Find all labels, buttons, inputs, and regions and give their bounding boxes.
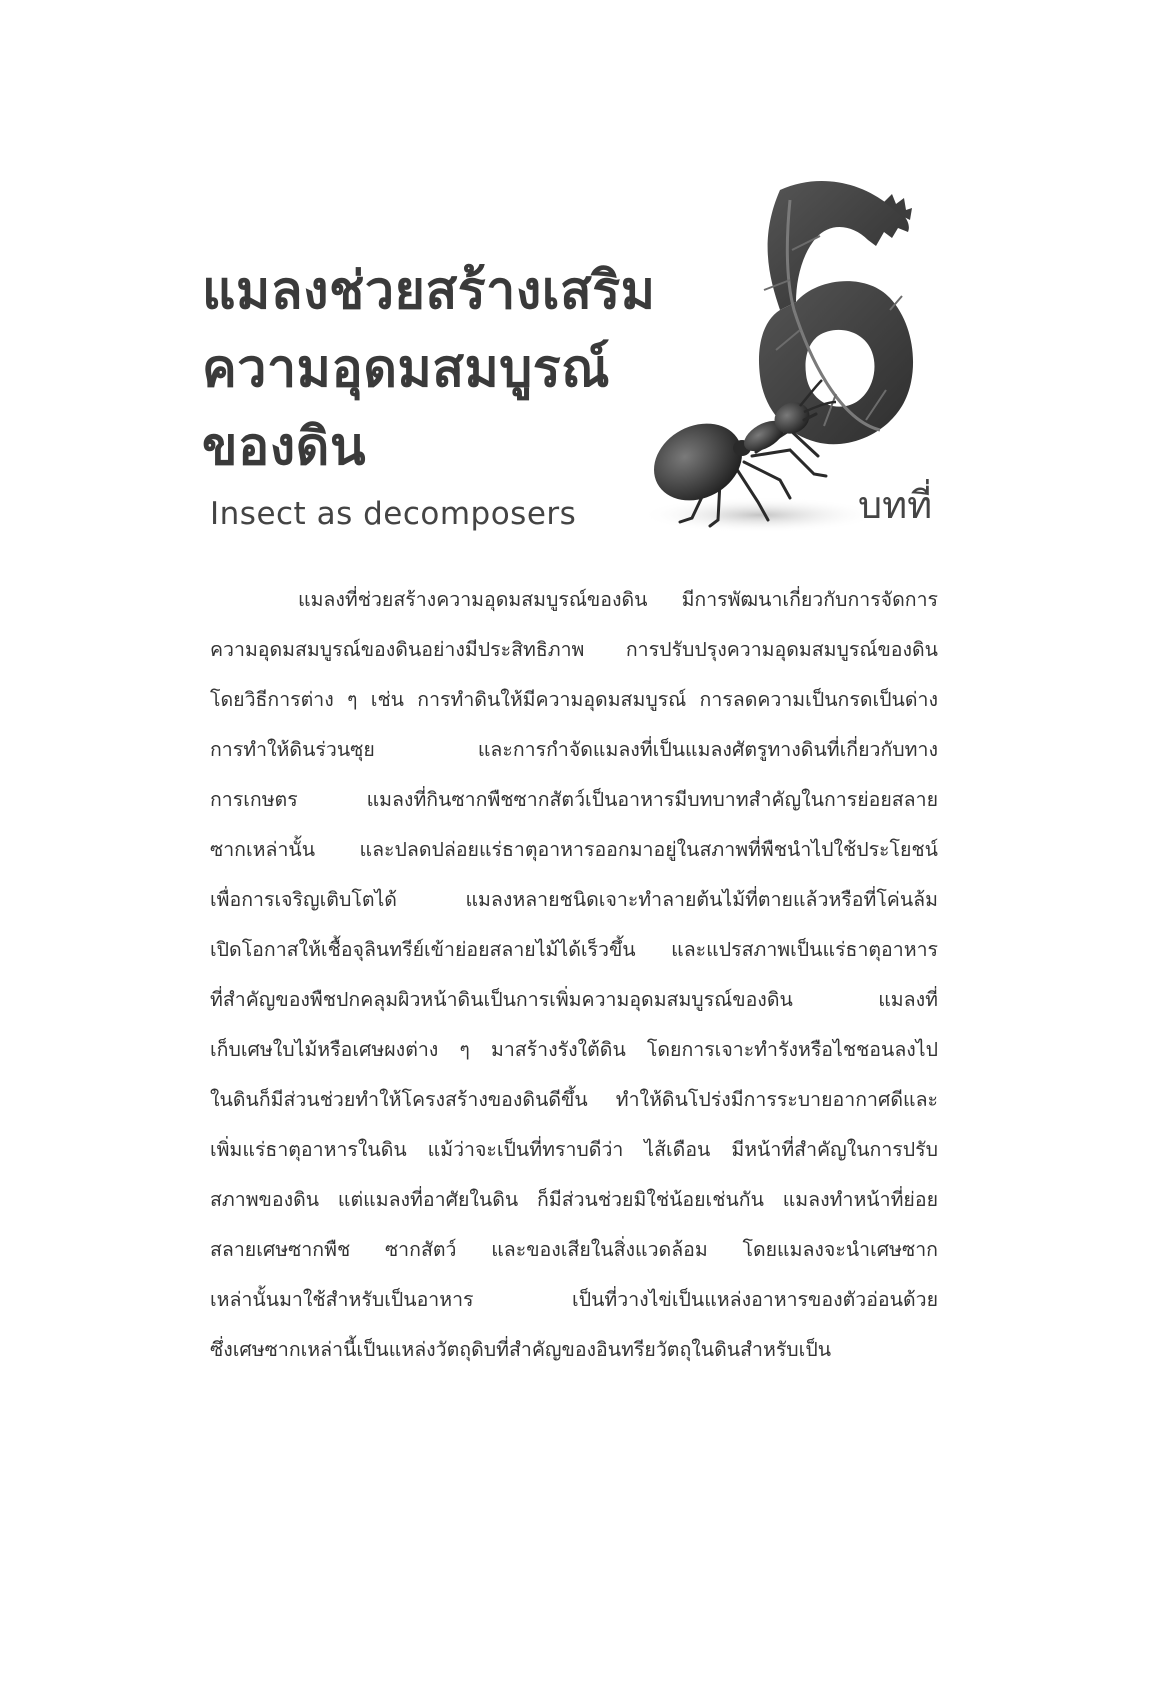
chapter-body-paragraph [210,575,938,1375]
body-line: สลายเศษซากพืช ซากสัตว์ และของเสียในสิ่งแวดล้อม โดยแมลงจะนำเศษซาก [210,1238,938,1261]
body-line: เก็บเศษใบไม้หรือเศษผงต่าง ๆ มาสร้างรังใต้ดิน โดยการเจาะทำรังหรือไชชอนลงไป [210,1038,938,1061]
body-line: ที่สำคัญของพืชปกคลุมผิวหน้าดินเป็นการเพิ่มความอุดมสมบูรณ์ของดิน แมลงที่ [210,988,938,1011]
body-line: ซากเหล่านั้น และปลดปล่อยแร่ธาตุอาหารออกมาอยู่ในสภาพที่พืชนำไปใช้ประโยชน์ [210,838,938,861]
body-line: เปิดโอกาสให้เชื้อจุลินทรีย์เข้าย่อยสลายไม้ได้เร็วขึ้น และแปรสภาพเป็นแร่ธาตุอาหาร [210,938,938,961]
body-line: เพื่อการเจริญเติบโตได้ แมลงหลายชนิดเจาะทำลายต้นไม้ที่ตายแล้วหรือที่โค่นล้ม [210,888,938,911]
chapter-title-line-2: ความอุดมสมบูรณ์ [202,339,610,399]
leaf-six-shape [759,181,913,444]
body-line: การเกษตร แมลงที่กินซากพืชซากสัตว์เป็นอาหารมีบทบาทสำคัญในการย่อยสลาย [210,788,938,811]
chapter-title [202,252,656,486]
body-line: ซึ่งเศษซากเหล่านี้เป็นแหล่งวัตถุดิบที่สำคัญของอินทรียวัตถุในดินสำหรับเป็น [210,1338,832,1361]
chapter-label: บทที่ [858,483,933,527]
body-line: โดยวิธีการต่าง ๆ เช่น การทำดินให้มีความอุดมสมบูรณ์ การลดความเป็นกรดเป็นด่าง [210,688,938,711]
chapter-title-line-3: ของดิน [202,417,366,477]
body-line: เพิ่มแร่ธาตุอาหารในดิน แม้ว่าจะเป็นที่ทราบดีว่า ไส้เดือน มีหน้าที่สำคัญในการปรับ [210,1138,938,1161]
chapter-title-line-1: แมลงช่วยสร้างเสริม [202,261,656,321]
ground-shadow [640,497,880,533]
body-line: สภาพของดิน แต่แมลงที่อาศัยในดิน ก็มีส่วนช่วยมิใช่น้อยเช่นกัน แมลงทำหน้าที่ย่อย [210,1188,938,1211]
body-line: การทำให้ดินร่วนซุย และการกำจัดแมลงที่เป็นแมลงศัตรูทางดินที่เกี่ยวกับทาง [210,738,938,761]
body-line: ในดินก็มีส่วนช่วยทำให้โครงสร้างของดินดีขึ้น ทำให้ดินโปร่งมีการระบายอากาศดีและ [210,1088,938,1111]
body-line: เหล่านั้นมาใช้สำหรับเป็นอาหาร เป็นที่วางไข่เป็นแหล่งอาหารของตัวอ่อนด้วย [210,1288,938,1311]
body-line: ความอุดมสมบูรณ์ของดินอย่างมีประสิทธิภาพ การปรับปรุงความอุดมสมบูรณ์ของดิน [210,638,938,661]
body-line: แมลงที่ช่วยสร้างความอุดมสมบูรณ์ของดิน มีการพัฒนาเกี่ยวกับการจัดการ [298,588,938,611]
chapter-subtitle: Insect as decomposers [210,496,577,532]
